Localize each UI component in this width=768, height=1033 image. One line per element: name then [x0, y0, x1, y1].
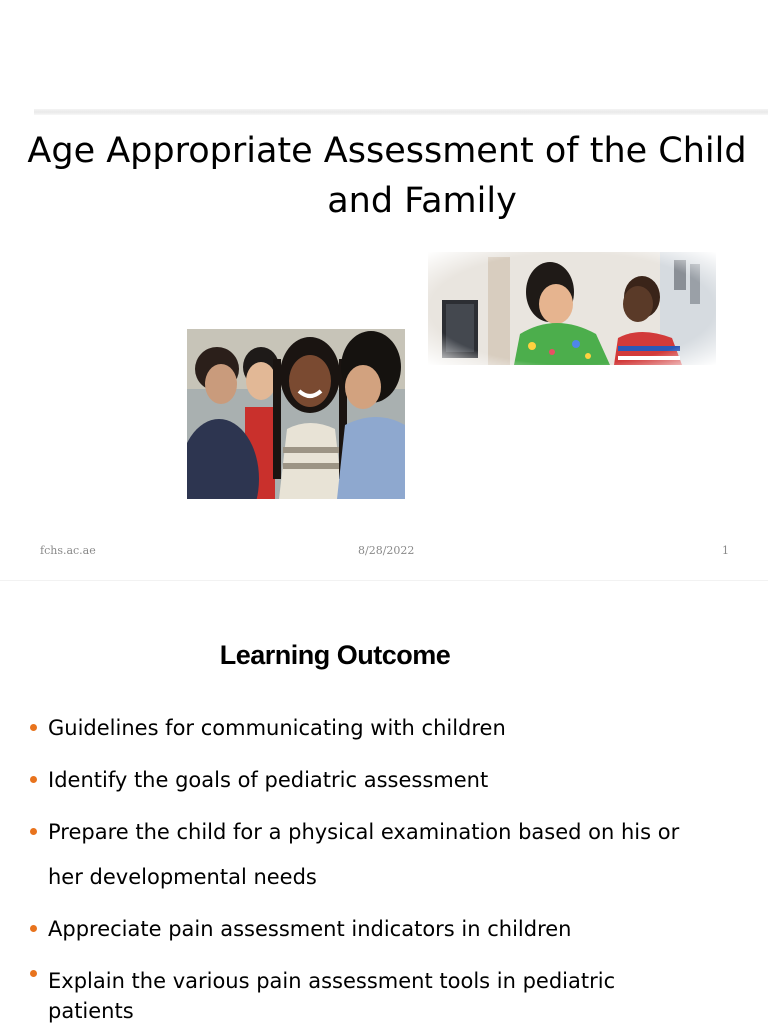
- list-item-text: Identify the goals of pediatric assessment: [48, 768, 489, 792]
- list-item-text-continued: patients: [48, 999, 134, 1023]
- list-item: [30, 810, 730, 900]
- footer-page-number: 1: [722, 544, 729, 557]
- nurse-with-child-photo: [428, 252, 716, 365]
- list-item-text: Explain the various pain assessment tools in pediatric: [48, 969, 616, 993]
- list-item: [30, 758, 730, 803]
- title-rule: [34, 109, 768, 115]
- list-item: [30, 959, 730, 1026]
- slide-title-heading: [20, 126, 754, 226]
- footer-site: fchs.ac.ae: [40, 544, 96, 557]
- teenagers-photo: [187, 329, 405, 499]
- nurse-with-child-illustration: [428, 252, 716, 365]
- bullet-dot-icon: [30, 724, 37, 731]
- slide-divider: [0, 580, 768, 581]
- list-item-text: Appreciate pain assessment indicators in children: [48, 917, 572, 941]
- title-line-2: and Family: [327, 181, 517, 221]
- list-item: [30, 907, 730, 952]
- list-item-text-continued: her developmental needs: [48, 865, 317, 889]
- learning-outcome-heading: Learning Outcome: [219, 640, 451, 670]
- smiling-teenagers-illustration: [187, 329, 405, 499]
- bullet-dot-icon: [30, 925, 37, 932]
- bullet-dot-icon: [30, 828, 37, 835]
- list-item-text: Prepare the child for a physical examination based on his or: [48, 820, 680, 844]
- list-item-text: Guidelines for communicating with children: [48, 716, 506, 740]
- bullet-dot-icon: [30, 970, 37, 977]
- footer-date: 8/28/2022: [358, 544, 415, 557]
- slide-learning-outcome: [0, 580, 768, 1024]
- bullet-dot-icon: [30, 776, 37, 783]
- learning-outcome-list: [30, 706, 730, 1033]
- title-line-1: Age Appropriate Assessment of the Child: [27, 131, 747, 171]
- list-item: [30, 706, 730, 751]
